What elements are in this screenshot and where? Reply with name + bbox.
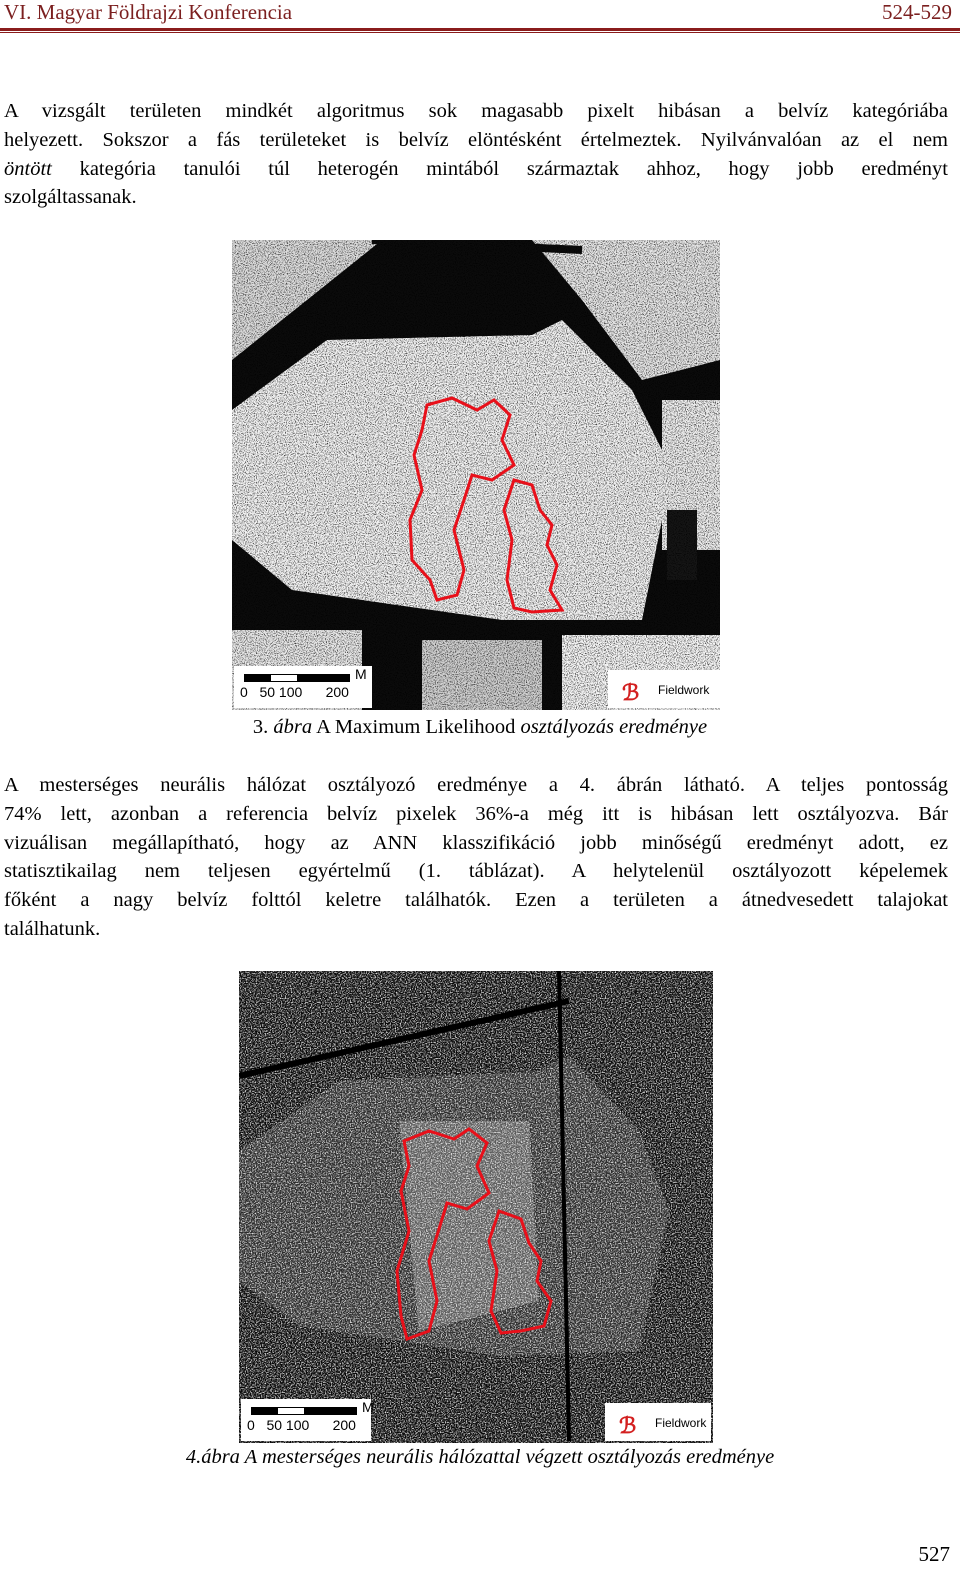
classification-map-ann — [239, 971, 713, 1443]
text-line: helyezett. Sokszor a fás területeket is belvíz elöntésként értelmeztek. Nyilvánvalóan az el nem — [4, 128, 948, 151]
paragraph-1 — [4, 97, 948, 212]
scale-bar: M 0 50 100 200 — [241, 1399, 371, 1441]
text-line: találhatunk. — [4, 917, 101, 940]
fieldwork-logo-icon: ℬ — [619, 1413, 637, 1438]
fieldwork-logo: ℬ Fieldwork — [608, 670, 720, 708]
page-number: 527 — [918, 1542, 950, 1566]
scale-bar: M 0 50 100 200 — [234, 666, 372, 708]
text-line: főként a nagy belvíz folttól keletre találhatók. Ezen a területen a átnedvesedett talajokat — [4, 889, 948, 912]
classification-map-ml — [232, 240, 720, 710]
text-line: öntött kategória tanulói túl heterogén mintából származtak ahhoz, hogy jobb eredményt — [4, 157, 948, 180]
figure-3-map — [232, 240, 720, 710]
figure-3-caption: 3. ábra A Maximum Likelihood osztályozás eredménye — [252, 716, 708, 738]
text-line: A vizsgált területen mindkét algoritmus sok magasabb pixelt hibásan a belvíz kategóriába — [4, 100, 948, 122]
italic-word: öntött — [4, 157, 52, 180]
fieldwork-logo-icon: ℬ — [622, 680, 640, 705]
page-range: 524-529 — [882, 0, 952, 24]
text-line: szolgáltassanak. — [4, 186, 137, 209]
conference-title: VI. Magyar Földrajzi Konferencia — [4, 0, 293, 24]
running-header — [0, 0, 960, 34]
header-rule-thin — [0, 32, 960, 33]
figure-4-map — [239, 971, 713, 1443]
text-line: statisztikailag nem teljesen egyértelmű (1. táblázat). A helytelenül osztályozott képelemek — [4, 860, 948, 883]
fieldwork-logo: ℬ Fieldwork — [605, 1403, 711, 1441]
text-line: 74% lett, azonban a referencia belvíz pixelek 36%-a még itt is hibásan lett osztályozva. Bár — [4, 802, 948, 825]
header-rule — [0, 28, 960, 31]
paragraph-2 — [4, 771, 948, 944]
figure-4-caption: 4.ábra A mesterséges neurális hálózattal végzett osztályozás eredménye — [185, 1446, 775, 1468]
text-line: vizuálisan megállapítható, hogy az ANN klasszifikáció jobb minőségű eredményt adott, ez — [4, 831, 948, 854]
text-line: A mesterséges neurális hálózat osztályozó eredménye a 4. ábrán látható. A teljes pontosság — [4, 774, 948, 796]
